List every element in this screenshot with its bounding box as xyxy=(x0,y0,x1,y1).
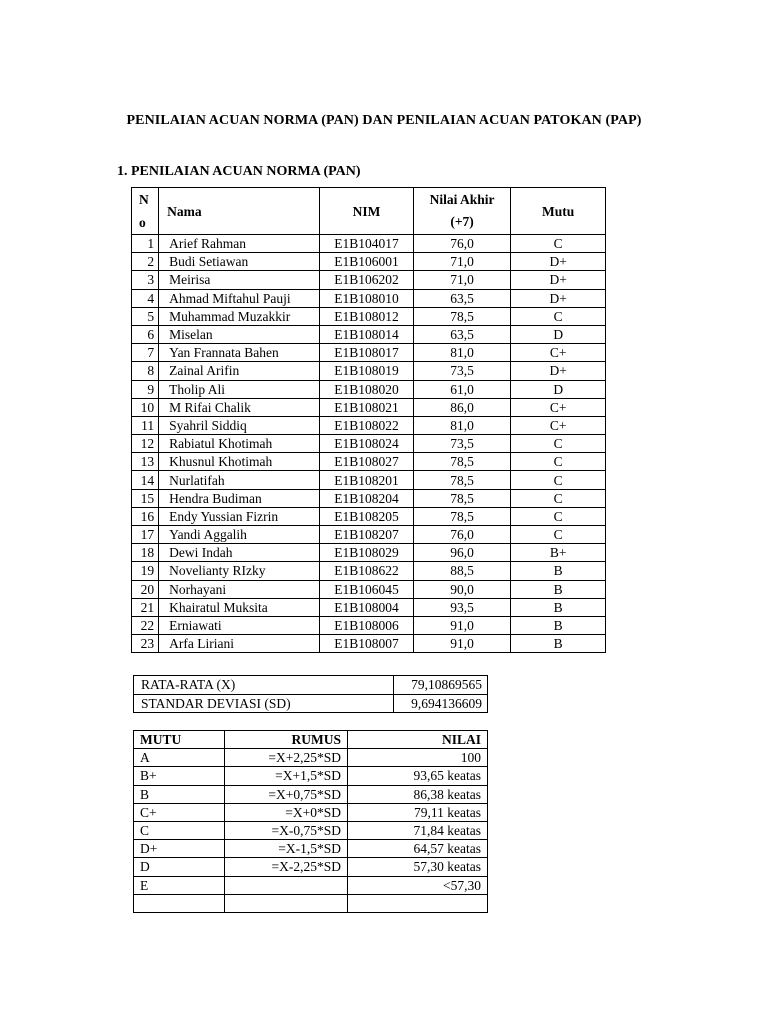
student-no: 4 xyxy=(132,289,159,307)
table-row xyxy=(132,526,606,544)
student-no: 16 xyxy=(132,507,159,525)
student-nama: Muhammad Muzakkir xyxy=(159,307,320,325)
criteria-rumus: =X+1,5*SD xyxy=(225,767,348,785)
student-mutu: C+ xyxy=(511,398,606,416)
criteria-header-rumus: RUMUS xyxy=(225,731,348,749)
student-mutu: B xyxy=(511,616,606,634)
student-nama: Hendra Budiman xyxy=(159,489,320,507)
student-nim: E1B108024 xyxy=(320,435,414,453)
criteria-nilai: 79,11 keatas xyxy=(348,803,488,821)
criteria-header-mutu: MUTU xyxy=(134,731,225,749)
table-row xyxy=(134,785,488,803)
student-mutu: D xyxy=(511,380,606,398)
table-row xyxy=(132,235,606,253)
student-no: 2 xyxy=(132,253,159,271)
student-mutu: D xyxy=(511,325,606,343)
table-row xyxy=(132,416,606,434)
student-nim: E1B108027 xyxy=(320,453,414,471)
student-mutu: C xyxy=(511,507,606,525)
student-nilai: 76,0 xyxy=(413,526,511,544)
student-nama: Endy Yussian Fizrin xyxy=(159,507,320,525)
student-nim: E1B108029 xyxy=(320,544,414,562)
student-nim: E1B106045 xyxy=(320,580,414,598)
student-nim: E1B108010 xyxy=(320,289,414,307)
student-no: 7 xyxy=(132,344,159,362)
criteria-mutu: C xyxy=(134,821,225,839)
student-mutu: D+ xyxy=(511,271,606,289)
student-nilai: 71,0 xyxy=(413,253,511,271)
student-no: 17 xyxy=(132,526,159,544)
student-nama: Zainal Arifin xyxy=(159,362,320,380)
header-no xyxy=(132,188,159,235)
table-row xyxy=(132,471,606,489)
criteria-nilai: <57,30 xyxy=(348,876,488,894)
student-no: 8 xyxy=(132,362,159,380)
criteria-mutu: D xyxy=(134,858,225,876)
student-mutu: B xyxy=(511,580,606,598)
table-row xyxy=(132,489,606,507)
student-no: 22 xyxy=(132,616,159,634)
student-nilai: 63,5 xyxy=(413,325,511,343)
criteria-mutu: E xyxy=(134,876,225,894)
student-no: 10 xyxy=(132,398,159,416)
table-row xyxy=(132,580,606,598)
document-title: PENILAIAN ACUAN NORMA (PAN) DAN PENILAIAN ACUAN PATOKAN (PAP) xyxy=(126,113,642,128)
table-row xyxy=(134,803,488,821)
table-row xyxy=(132,325,606,343)
student-nama: Miselan xyxy=(159,325,320,343)
criteria-header-nilai: NILAI xyxy=(348,731,488,749)
student-nama: Budi Setiawan xyxy=(159,253,320,271)
criteria-rumus: =X+2,25*SD xyxy=(225,749,348,767)
header-mutu: Mutu xyxy=(511,188,606,235)
criteria-rumus: =X+0,75*SD xyxy=(225,785,348,803)
student-nim: E1B108006 xyxy=(320,616,414,634)
student-nim: E1B108022 xyxy=(320,416,414,434)
criteria-mutu: C+ xyxy=(134,803,225,821)
student-nilai: 76,0 xyxy=(413,235,511,253)
criteria-table xyxy=(133,730,488,913)
criteria-rumus: =X-1,5*SD xyxy=(225,840,348,858)
student-nim: E1B108205 xyxy=(320,507,414,525)
student-no: 13 xyxy=(132,453,159,471)
student-nama: Syahril Siddiq xyxy=(159,416,320,434)
student-nama: Arief Rahman xyxy=(159,235,320,253)
student-mutu: C+ xyxy=(511,416,606,434)
student-nilai: 78,5 xyxy=(413,471,511,489)
student-nilai: 61,0 xyxy=(413,380,511,398)
criteria-header-row xyxy=(134,731,488,749)
table-row xyxy=(134,767,488,785)
student-nim: E1B108017 xyxy=(320,344,414,362)
student-nim: E1B104017 xyxy=(320,235,414,253)
student-nama: Rabiatul Khotimah xyxy=(159,435,320,453)
student-nama: Khusnul Khotimah xyxy=(159,453,320,471)
student-no: 6 xyxy=(132,325,159,343)
student-nama: Norhayani xyxy=(159,580,320,598)
student-nilai: 73,5 xyxy=(413,362,511,380)
student-no: 19 xyxy=(132,562,159,580)
table-row xyxy=(134,894,488,912)
criteria-mutu xyxy=(134,894,225,912)
header-no-line2: o xyxy=(139,215,146,230)
header-no-line1: N xyxy=(139,192,149,207)
table-row xyxy=(132,435,606,453)
student-mutu: D+ xyxy=(511,362,606,380)
table-row xyxy=(132,616,606,634)
criteria-nilai: 86,38 keatas xyxy=(348,785,488,803)
student-nilai: 88,5 xyxy=(413,562,511,580)
student-nilai: 91,0 xyxy=(413,616,511,634)
table-row xyxy=(132,398,606,416)
criteria-nilai xyxy=(348,894,488,912)
student-nama: Ahmad Miftahul Pauji xyxy=(159,289,320,307)
table-row xyxy=(132,507,606,525)
header-nilai xyxy=(413,188,511,235)
student-no: 12 xyxy=(132,435,159,453)
student-mutu: C xyxy=(511,471,606,489)
student-no: 15 xyxy=(132,489,159,507)
header-nilai-line2: (+7) xyxy=(450,214,474,229)
student-mutu: C+ xyxy=(511,344,606,362)
table-row xyxy=(132,598,606,616)
table-row xyxy=(132,635,606,653)
criteria-rumus: =X-0,75*SD xyxy=(225,821,348,839)
student-nilai: 91,0 xyxy=(413,635,511,653)
table-row xyxy=(134,876,488,894)
student-no: 5 xyxy=(132,307,159,325)
stats-table xyxy=(133,675,488,713)
student-nim: E1B108014 xyxy=(320,325,414,343)
criteria-body xyxy=(134,749,488,913)
student-mutu: C xyxy=(511,435,606,453)
student-mutu: C xyxy=(511,235,606,253)
table-row xyxy=(132,307,606,325)
student-no: 21 xyxy=(132,598,159,616)
student-nim: E1B106001 xyxy=(320,253,414,271)
criteria-mutu: B+ xyxy=(134,767,225,785)
student-nama: Dewi Indah xyxy=(159,544,320,562)
student-no: 23 xyxy=(132,635,159,653)
student-nilai: 81,0 xyxy=(413,416,511,434)
criteria-mutu: D+ xyxy=(134,840,225,858)
student-nim: E1B108020 xyxy=(320,380,414,398)
student-nim: E1B108622 xyxy=(320,562,414,580)
table-row xyxy=(134,821,488,839)
student-nim: E1B108019 xyxy=(320,362,414,380)
table-row xyxy=(132,271,606,289)
table-row xyxy=(132,362,606,380)
student-mutu: C xyxy=(511,453,606,471)
student-nilai: 73,5 xyxy=(413,435,511,453)
student-nama: Novelianty RIzky xyxy=(159,562,320,580)
table-row xyxy=(132,289,606,307)
criteria-mutu: B xyxy=(134,785,225,803)
student-mutu: B xyxy=(511,598,606,616)
student-nim: E1B108007 xyxy=(320,635,414,653)
criteria-rumus: =X-2,25*SD xyxy=(225,858,348,876)
criteria-rumus: =X+0*SD xyxy=(225,803,348,821)
stats-row-sd xyxy=(134,694,488,713)
criteria-nilai: 100 xyxy=(348,749,488,767)
student-nilai: 78,5 xyxy=(413,453,511,471)
student-nama: Erniawati xyxy=(159,616,320,634)
student-nilai: 63,5 xyxy=(413,289,511,307)
student-nilai: 81,0 xyxy=(413,344,511,362)
student-nilai: 78,5 xyxy=(413,489,511,507)
criteria-rumus xyxy=(225,876,348,894)
student-no: 11 xyxy=(132,416,159,434)
criteria-nilai: 64,57 keatas xyxy=(348,840,488,858)
header-nilai-line1: Nilai Akhir xyxy=(429,192,495,207)
student-no: 20 xyxy=(132,580,159,598)
student-nama: Yan Frannata Bahen xyxy=(159,344,320,362)
student-nilai: 86,0 xyxy=(413,398,511,416)
mean-label: RATA-RATA (X) xyxy=(134,676,394,695)
student-no: 3 xyxy=(132,271,159,289)
student-nama: Yandi Aggalih xyxy=(159,526,320,544)
criteria-rumus xyxy=(225,894,348,912)
table-row xyxy=(134,858,488,876)
student-nama: Meirisa xyxy=(159,271,320,289)
student-nilai: 93,5 xyxy=(413,598,511,616)
student-nim: E1B108012 xyxy=(320,307,414,325)
student-nim: E1B108021 xyxy=(320,398,414,416)
students-header-row xyxy=(132,188,606,235)
student-nim: E1B106202 xyxy=(320,271,414,289)
table-row xyxy=(134,749,488,767)
student-nilai: 96,0 xyxy=(413,544,511,562)
criteria-nilai: 71,84 keatas xyxy=(348,821,488,839)
student-mutu: B xyxy=(511,562,606,580)
student-mutu: C xyxy=(511,307,606,325)
header-nim: NIM xyxy=(320,188,414,235)
student-mutu: D+ xyxy=(511,253,606,271)
table-row xyxy=(132,453,606,471)
student-nim: E1B108004 xyxy=(320,598,414,616)
students-body xyxy=(132,235,606,653)
student-nilai: 78,5 xyxy=(413,507,511,525)
student-nilai: 78,5 xyxy=(413,307,511,325)
sd-label: STANDAR DEVIASI (SD) xyxy=(134,694,394,713)
student-mutu: D+ xyxy=(511,289,606,307)
student-nama: Nurlatifah xyxy=(159,471,320,489)
student-nama: Arfa Liriani xyxy=(159,635,320,653)
student-no: 9 xyxy=(132,380,159,398)
student-mutu: B xyxy=(511,635,606,653)
student-no: 18 xyxy=(132,544,159,562)
table-row xyxy=(132,380,606,398)
student-no: 1 xyxy=(132,235,159,253)
table-row xyxy=(134,840,488,858)
student-mutu: C xyxy=(511,526,606,544)
student-mutu: C xyxy=(511,489,606,507)
student-nim: E1B108201 xyxy=(320,471,414,489)
sd-value: 9,694136609 xyxy=(394,694,488,713)
criteria-nilai: 93,65 keatas xyxy=(348,767,488,785)
student-mutu: B+ xyxy=(511,544,606,562)
stats-row-mean xyxy=(134,676,488,695)
students-table xyxy=(131,187,606,653)
criteria-nilai: 57,30 keatas xyxy=(348,858,488,876)
criteria-mutu: A xyxy=(134,749,225,767)
student-nilai: 90,0 xyxy=(413,580,511,598)
student-no: 14 xyxy=(132,471,159,489)
student-nim: E1B108204 xyxy=(320,489,414,507)
section-title: 1. PENILAIAN ACUAN NORMA (PAN) xyxy=(117,164,361,179)
table-row xyxy=(132,344,606,362)
table-row xyxy=(132,562,606,580)
student-nama: M Rifai Chalik xyxy=(159,398,320,416)
mean-value: 79,10869565 xyxy=(394,676,488,695)
table-row xyxy=(132,253,606,271)
student-nilai: 71,0 xyxy=(413,271,511,289)
header-nama: Nama xyxy=(159,188,320,235)
table-row xyxy=(132,544,606,562)
student-nama: Khairatul Muksita xyxy=(159,598,320,616)
student-nama: Tholip Ali xyxy=(159,380,320,398)
student-nim: E1B108207 xyxy=(320,526,414,544)
